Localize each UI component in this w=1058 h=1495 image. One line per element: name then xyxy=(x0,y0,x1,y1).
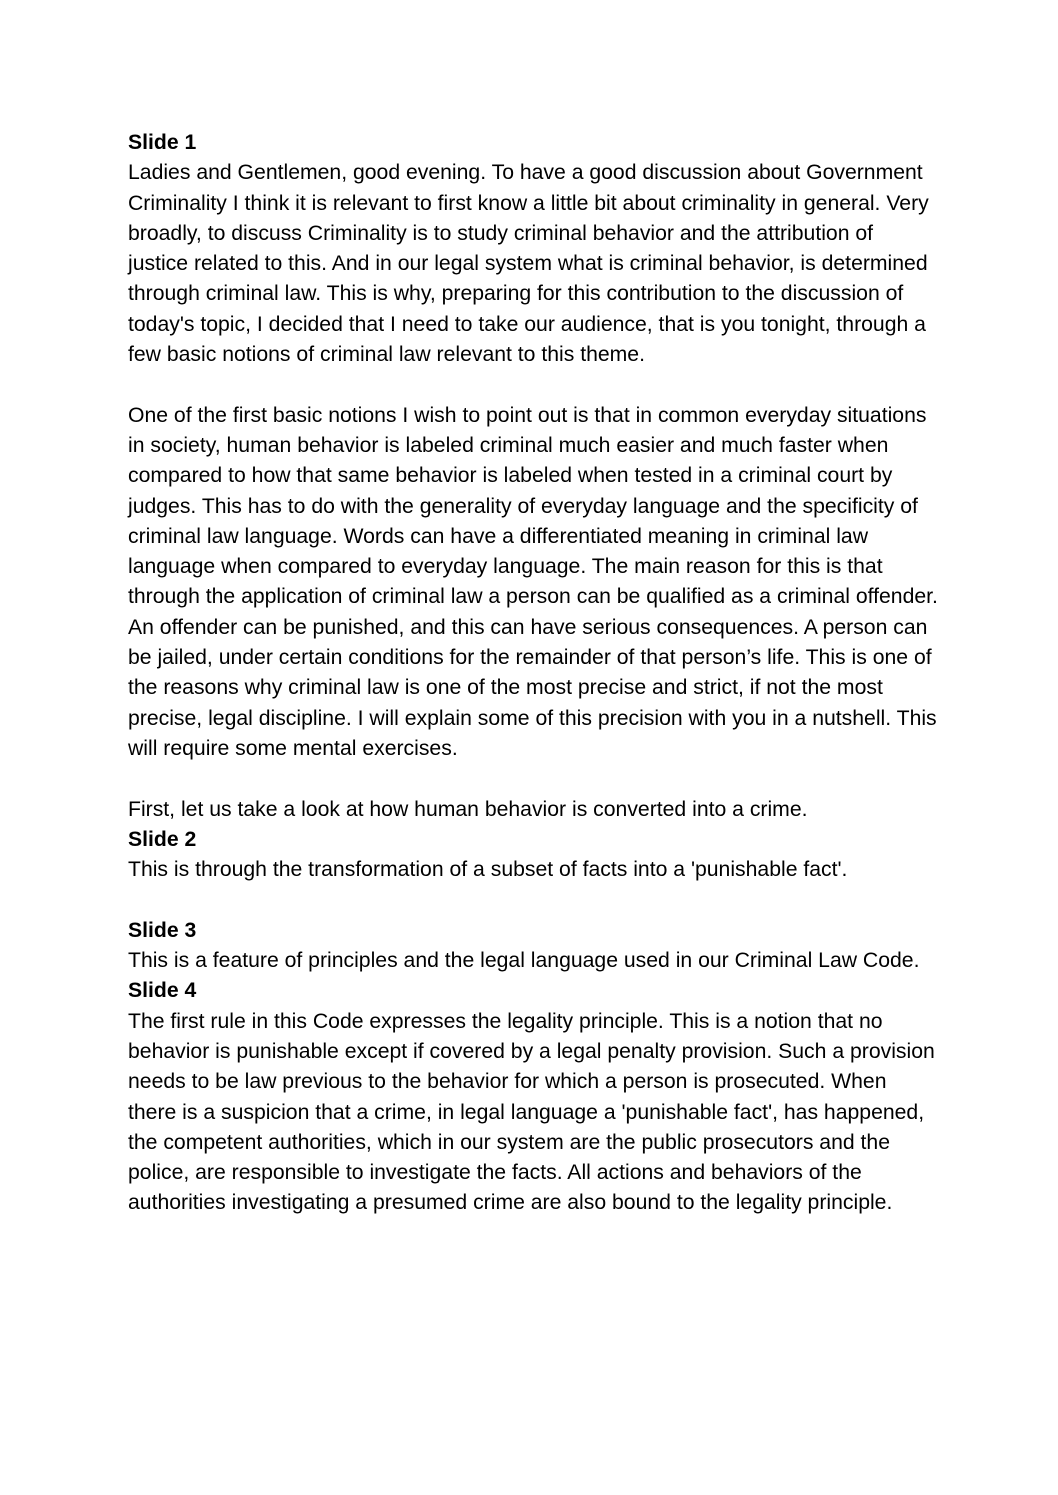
slide-3-heading: Slide 3 xyxy=(128,918,197,942)
paragraph-spacer xyxy=(128,370,938,400)
paragraph-spacer xyxy=(128,885,938,915)
paragraph-spacer xyxy=(128,764,938,794)
slide-4-paragraph: The first rule in this Code expresses the legality principle. This is a notion that no behavior is punishable except if covered by a legal penalty provision. Such a provision needs to be law previous to the behavior for which a person is prosecuted. When there is a suspicion that a crime, in legal language a 'punishable fact', has happened, the competent authorities, which in our system are the public prosecutors and the police, are responsible to investigate the facts. All actions and behaviors of the authorities investigating a presumed crime are also bound to the legality principle. xyxy=(128,1009,935,1215)
slide-4-heading: Slide 4 xyxy=(128,979,197,1003)
conversion-paragraph: First, let us take a look at how human behavior is converted into a crime. xyxy=(128,797,808,821)
slide-2-heading: Slide 2 xyxy=(128,827,197,851)
slide-2-paragraph: This is through the transformation of a subset of facts into a 'punishable fact'. xyxy=(128,858,848,882)
document-body xyxy=(128,128,938,1219)
slide-3-paragraph: This is a feature of principles and the legal language used in our Criminal Law Code. xyxy=(128,949,920,973)
slide-1-intro-paragraph: Ladies and Gentlemen, good evening. To have a good discussion about Government Criminality I think it is relevant to first know a little bit about criminality in general. Very broadly, to discuss Criminality is to study criminal behavior and the attribution of justice related to this. And in our legal system what is criminal behavior, is determined through criminal law. This is why, preparing for this contribution to the discussion of today's topic, I decided that I need to take our audience, that is you tonight, through a few basic notions of criminal law relevant to this theme. xyxy=(128,161,929,367)
basic-notions-paragraph: One of the first basic notions I wish to point out is that in common everyday situations in society, human behavior is labeled criminal much easier and much faster when compared to how that same behavior is labeled when tested in a criminal court by judges. This has to do with the generality of everyday language and the specificity of criminal law language. Words can have a differentiated meaning in criminal law language when compared to everyday language. The main reason for this is that through the application of criminal law a person can be qualified as a criminal offender. An offender can be punished, and this can have serious consequences. A person can be jailed, under certain conditions for the remainder of that person’s life. This is one of the reasons why criminal law is one of the most precise and strict, if not the most precise, legal discipline. I will explain some of this precision with you in a nutshell. This will require some mental exercises. xyxy=(128,403,938,760)
slide-1-heading: Slide 1 xyxy=(128,131,197,154)
